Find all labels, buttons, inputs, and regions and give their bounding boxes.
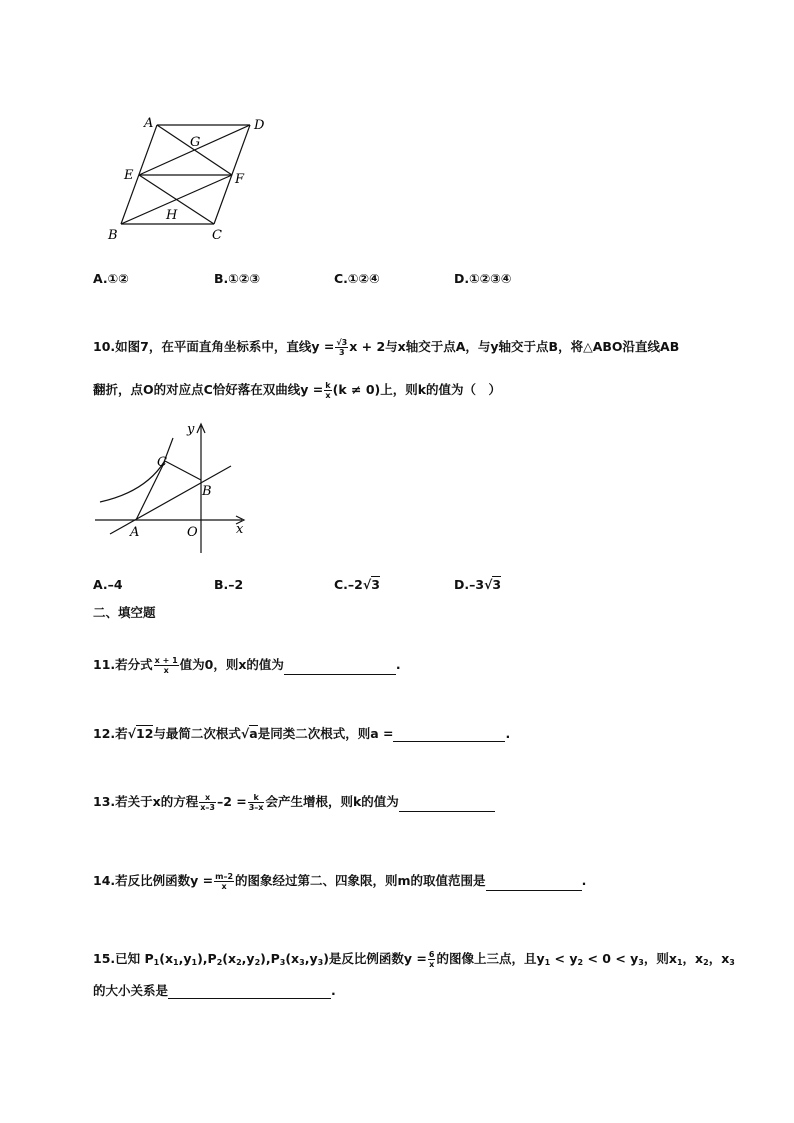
fig2-label-y: y bbox=[187, 422, 195, 437]
q11-frac-den: x bbox=[163, 666, 169, 675]
q10-text-b: x + 2与x轴交于点A，与y轴交于点B，将△ABO沿直线AB bbox=[349, 339, 680, 354]
q10-frac-num: √3 bbox=[336, 338, 348, 347]
q13-text-c: 会产生增根，则k的值为 bbox=[265, 794, 399, 809]
q15-answer-blank[interactable] bbox=[168, 986, 331, 999]
q15-sub: 1 bbox=[191, 958, 198, 967]
q15-text: ,y bbox=[304, 951, 318, 966]
q15-line2 bbox=[93, 981, 336, 999]
q15-sub: 3 bbox=[729, 958, 735, 967]
q15-text-b: 的图像上三点，且y bbox=[436, 951, 545, 966]
q15-sub: 1 bbox=[173, 958, 179, 967]
q9-option-c[interactable]: C.①②④ bbox=[334, 271, 380, 286]
q12-radicand-1: 12 bbox=[136, 726, 154, 741]
q11 bbox=[93, 655, 401, 675]
q14-answer-blank[interactable] bbox=[486, 878, 582, 891]
q13 bbox=[93, 792, 495, 812]
q10-option-c-text: C.–2 bbox=[334, 577, 363, 592]
q12-end: . bbox=[505, 726, 511, 741]
q13-text-b: –2 = bbox=[216, 794, 247, 809]
q13-frac1-num: x bbox=[199, 793, 216, 803]
q15-sub: 3 bbox=[317, 958, 324, 967]
q14-end: . bbox=[581, 873, 587, 888]
q13-text-a: 13.若关于x的方程 bbox=[93, 794, 199, 809]
q15-text: (x bbox=[222, 951, 237, 966]
q14-text-b: 的图象经过第二、四象限，则m的取值范围是 bbox=[235, 873, 486, 888]
q15-end: . bbox=[331, 983, 336, 998]
fig2-label-A: A bbox=[130, 525, 140, 540]
q11-text-a: 11.若分式 bbox=[93, 657, 153, 672]
q14-frac-den: x bbox=[221, 882, 227, 891]
q15-fraction bbox=[428, 950, 436, 969]
q10-option-c-radicand: 3 bbox=[371, 577, 380, 592]
parallelogram-figure bbox=[100, 110, 280, 250]
q15-text-a: 15.已知 P bbox=[93, 951, 154, 966]
q14-frac-num: m–2 bbox=[215, 872, 234, 881]
q13-answer-blank[interactable] bbox=[399, 799, 495, 812]
q10-text-a: 10.如图7，在平面直角坐标系中，直线y = bbox=[93, 339, 335, 354]
q10-option-d-radicand: 3 bbox=[492, 577, 502, 592]
q10-text-c: 翻折，点O的对应点C恰好落在双曲线y = bbox=[93, 382, 324, 397]
q12-text-a: 12.若 bbox=[93, 726, 128, 741]
q15-text: ，则x bbox=[643, 951, 677, 966]
q9-option-b[interactable]: B.①②③ bbox=[214, 271, 261, 286]
q15-text: < y bbox=[550, 951, 578, 966]
q10-text-d: (k ≠ 0)上，则k的值为（ ） bbox=[332, 382, 502, 397]
q13-frac2-den: 3–x bbox=[248, 803, 264, 812]
q15-text: )是反比例函数y = bbox=[323, 951, 427, 966]
q15-sub: 1 bbox=[153, 958, 160, 967]
q10-k-fraction bbox=[324, 381, 331, 400]
q12: 12.若√12与最简二次根式√a是同类二次根式，则a = . bbox=[93, 726, 511, 741]
q10-option-b[interactable]: B.–2 bbox=[214, 577, 244, 592]
label-A: A bbox=[144, 116, 154, 131]
q14-fraction bbox=[214, 872, 234, 891]
fig2-label-O: O bbox=[187, 525, 198, 540]
q15-line1 bbox=[93, 949, 735, 969]
q10-k-num: k bbox=[325, 381, 331, 390]
q15-sub: 2 bbox=[703, 958, 709, 967]
q11-frac-num: x + 1 bbox=[154, 656, 178, 665]
q15-text: ),P bbox=[260, 951, 280, 966]
fig2-label-C: C bbox=[157, 455, 167, 470]
q11-fraction bbox=[154, 656, 179, 675]
q15-sub: 2 bbox=[236, 958, 242, 967]
label-B: B bbox=[108, 228, 118, 243]
q15-sub: 3 bbox=[279, 958, 286, 967]
q15-frac-den: x bbox=[429, 960, 435, 969]
q10-line1 bbox=[93, 337, 679, 357]
q15-sub: 1 bbox=[544, 958, 551, 967]
q13-fraction-1 bbox=[199, 793, 216, 812]
q15-text-line2: 的大小关系是 bbox=[93, 983, 169, 998]
q10-option-c[interactable]: C.–2√3 bbox=[334, 577, 380, 592]
q13-frac2-num: k bbox=[248, 793, 265, 803]
q12-answer-blank[interactable] bbox=[393, 729, 505, 742]
q10-option-d[interactable]: D.–3√3 bbox=[454, 577, 502, 592]
q11-text-b: 值为0，则x的值为 bbox=[179, 657, 284, 672]
label-E: E bbox=[124, 168, 134, 183]
q15-sub: 3 bbox=[299, 958, 305, 967]
q13-frac1-den: x–3 bbox=[200, 803, 215, 812]
fig2-label-B: B bbox=[202, 484, 212, 499]
q15-sub: 2 bbox=[216, 958, 223, 967]
q12-text-c: 是同类二次根式，则a = bbox=[257, 726, 394, 741]
q13-fraction-2 bbox=[248, 793, 265, 812]
label-C: C bbox=[212, 228, 222, 243]
label-G: G bbox=[190, 135, 201, 150]
q15-text: ,y bbox=[241, 951, 255, 966]
q11-end: . bbox=[395, 657, 401, 672]
fig2-label-x: x bbox=[236, 522, 244, 537]
q15-text: (x bbox=[285, 951, 300, 966]
q10-k-den: x bbox=[325, 391, 331, 400]
q11-answer-blank[interactable] bbox=[284, 662, 396, 675]
q10-fraction bbox=[335, 338, 348, 357]
section-title: 二、填空题 bbox=[93, 605, 156, 620]
q10-option-a[interactable]: A.–4 bbox=[93, 577, 123, 592]
q12-radicand-2: a bbox=[249, 726, 258, 741]
q9-option-a[interactable]: A.①② bbox=[93, 271, 129, 286]
q15-sub: 1 bbox=[676, 958, 683, 967]
label-D: D bbox=[254, 118, 265, 133]
q15-sub: 3 bbox=[638, 958, 644, 967]
q10-frac-den: 3 bbox=[338, 348, 345, 357]
q15-sub: 2 bbox=[577, 958, 584, 967]
label-F: F bbox=[235, 172, 245, 187]
q15-text: (x bbox=[159, 951, 174, 966]
q15-text: < 0 < y bbox=[583, 951, 639, 966]
q15-text: ,y bbox=[178, 951, 192, 966]
label-H: H bbox=[166, 208, 178, 223]
q15-text: ，x bbox=[708, 951, 730, 966]
q15-sub: 2 bbox=[254, 958, 261, 967]
q9-option-d[interactable]: D.①②③④ bbox=[454, 271, 512, 286]
q15-frac-num: 6 bbox=[428, 950, 435, 959]
q10-line2 bbox=[93, 380, 501, 400]
coordinate-figure bbox=[90, 420, 260, 560]
q15-text: ，x bbox=[682, 951, 704, 966]
q14 bbox=[93, 871, 586, 891]
q12-text-b: 与最简二次根式 bbox=[153, 726, 241, 741]
q14-text-a: 14.若反比例函数y = bbox=[93, 873, 214, 888]
q10-option-d-text: D.–3 bbox=[454, 577, 485, 592]
q15-text: ),P bbox=[197, 951, 217, 966]
